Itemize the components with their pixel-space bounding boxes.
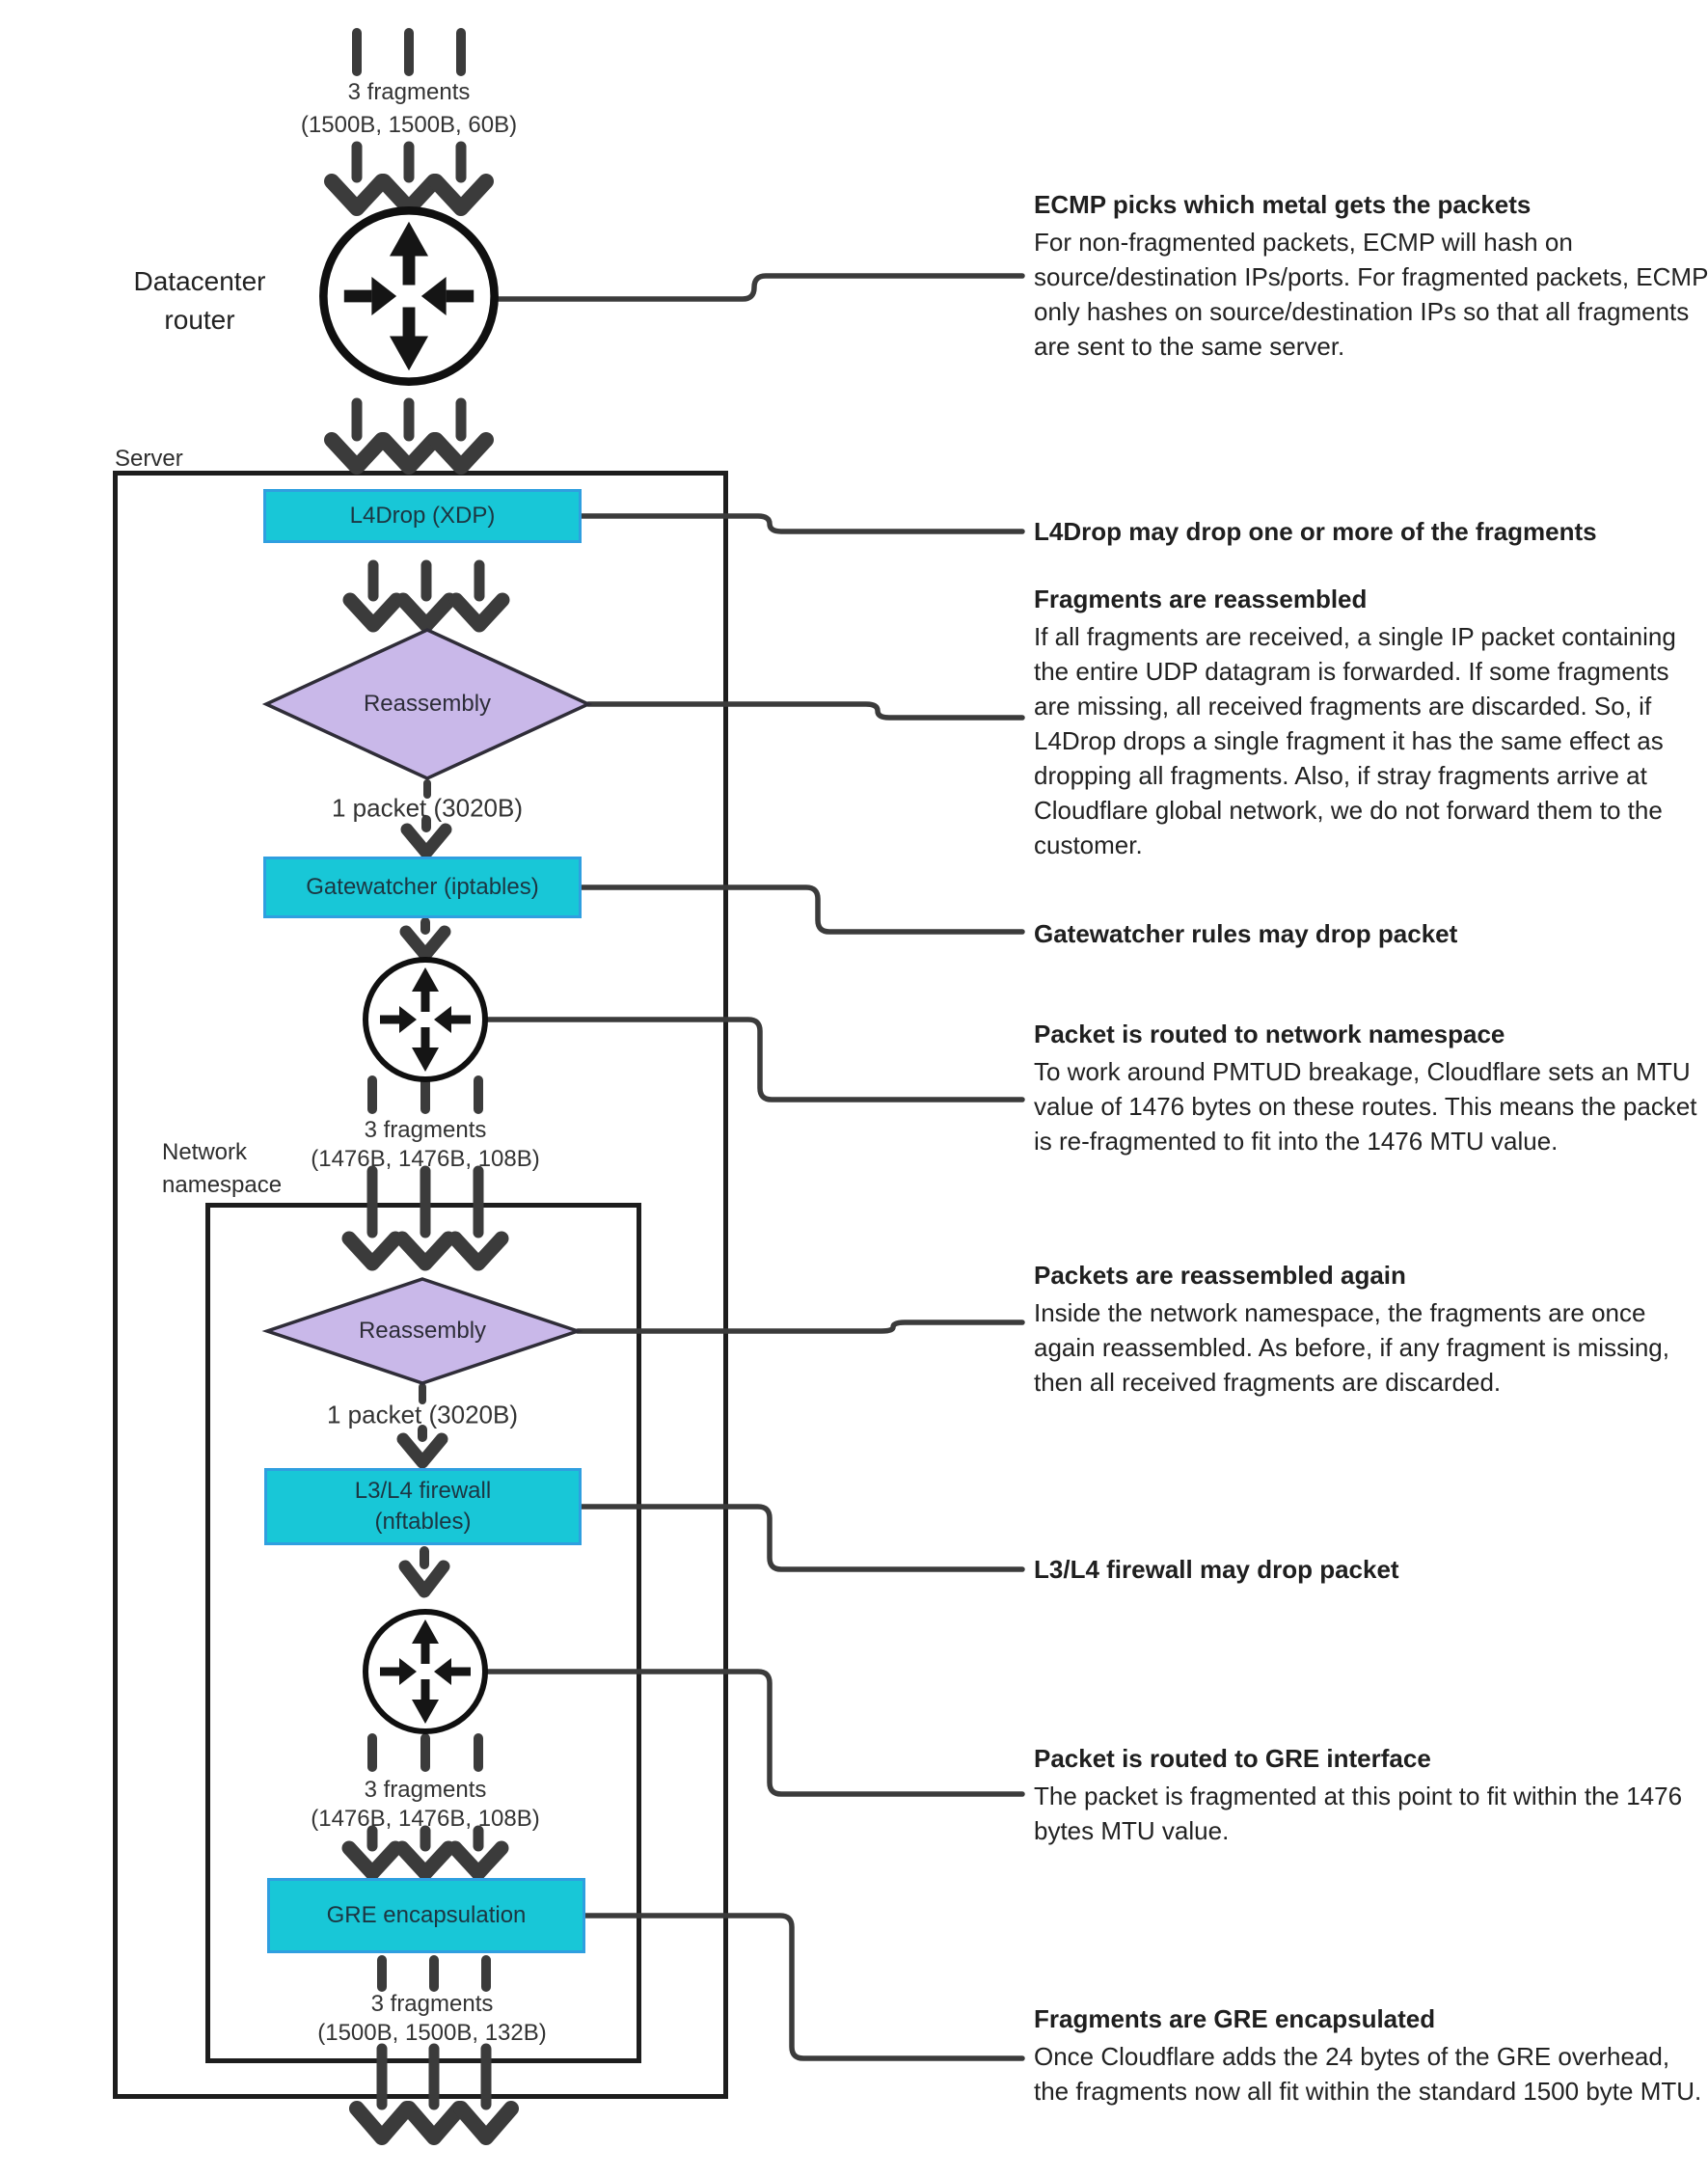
annotation-heading: ECMP picks which metal gets the packets [1034, 190, 1532, 219]
annotation-body: If all fragments are received, a single IP packet containing the entire UDP datagram is forwarded. If some fragments are missing, all received fragments are discarded. So, if L4Drop drops a single fragment it has the same effect as dropping all fragments. Also, if stray fragments arrive at Cloudflare global network, we do not forward them to the customer. [1034, 622, 1676, 859]
fragment-dashes-out [382, 1960, 486, 1987]
packet1-label: 1 packet (3020B) [331, 793, 524, 823]
input-fragments-count: 3 fragments [347, 79, 471, 105]
network-namespace-label: Network namespace [162, 1139, 283, 1198]
l4drop-label: L4Drop (XDP) [349, 503, 496, 529]
down-arrows-into-reassembly1 [350, 565, 502, 625]
gatewatcher-box [263, 857, 582, 918]
reassembly1-label: Reassembly [363, 691, 492, 717]
annotation-body: The packet is fragmented at this point to fit within the 1476 bytes MTU value. [1034, 1782, 1683, 1845]
routed-fragments-sizes: (1476B, 1476B, 108B) [311, 1146, 540, 1172]
routed-fragments-count: 3 fragments [364, 1117, 487, 1143]
annotation-gatewatcher [1034, 915, 1708, 952]
down-arrows-out [357, 2049, 511, 2137]
down-arrows-into-gre [349, 1831, 502, 1873]
connector-l4drop [582, 516, 1022, 531]
annotation-heading: Packets are reassembled again [1034, 1261, 1406, 1290]
reassembly2-label: Reassembly [358, 1318, 487, 1344]
datacenter-router-label: Datacenter router [133, 266, 266, 335]
annotation-firewall [1034, 1551, 1708, 1588]
annotation-l4drop [1034, 513, 1708, 550]
connector-reassembly1 [588, 704, 1022, 718]
annotation-heading: Fragments are GRE encapsulated [1034, 2004, 1436, 2033]
down-arrows-into-server [332, 403, 486, 467]
gre-fragments-sizes: (1476B, 1476B, 108B) [311, 1806, 540, 1832]
down-arrow-firewall-to-router [405, 1551, 444, 1592]
connector-firewall [582, 1507, 1022, 1569]
connector-gre [585, 1916, 1022, 2058]
firewall-label-line1: L3/L4 firewall [354, 1478, 492, 1504]
down-arrow-gatewatcher-to-router [406, 922, 445, 955]
gre-box [267, 1878, 585, 1953]
fragment-dashes-pre-gre [372, 1738, 478, 1767]
annotation-heading: L4Drop may drop one or more of the fragments [1034, 517, 1597, 546]
firewall-box [264, 1468, 582, 1545]
annotation-reassembled [1034, 581, 1708, 862]
gre-label: GRE encapsulation [326, 1902, 527, 1928]
down-arrows-into-router [332, 147, 486, 208]
gatewatcher-label: Gatewatcher (iptables) [306, 874, 539, 900]
fragment-dashes-mid [372, 1080, 478, 1109]
annotation-reassembled-again [1034, 1257, 1708, 1400]
annotation-gre-encapsulated [1034, 2000, 1708, 2109]
connector-gatewatcher [582, 887, 1022, 932]
packet2-label: 1 packet (3020B) [326, 1400, 519, 1429]
connector-ecmp [496, 276, 1022, 299]
input-fragments-sizes: (1500B, 1500B, 60B) [300, 112, 518, 138]
annotation-heading: Gatewatcher rules may drop packet [1034, 919, 1458, 948]
connector-route-gre [483, 1672, 1022, 1794]
annotation-heading: Fragments are reassembled [1034, 585, 1368, 613]
firewall-label-line2: (nftables) [374, 1509, 472, 1535]
server-label: Server [115, 446, 183, 472]
annotation-route-gre [1034, 1740, 1708, 1848]
router-icon [366, 960, 485, 1079]
down-arrow-packet-to-firewall [403, 1429, 442, 1462]
annotation-body: Once Cloudflare adds the 24 bytes of the GRE overhead, the fragments now all fit within the standard 1500 byte MTU. [1034, 2042, 1702, 2106]
annotation-heading: Packet is routed to GRE interface [1034, 1744, 1431, 1773]
output-fragments-sizes: (1500B, 1500B, 132B) [317, 2020, 547, 2046]
annotation-heading: L3/L4 firewall may drop packet [1034, 1555, 1399, 1584]
down-arrows-into-namespace [349, 1171, 502, 1264]
fragment-dashes-top [357, 33, 461, 71]
output-fragments-count: 3 fragments [370, 1991, 494, 2017]
annotation-route-namespace [1034, 1016, 1708, 1158]
router-icon [366, 1612, 485, 1731]
connector-reassembly2 [578, 1322, 1022, 1331]
router-icon [323, 210, 494, 381]
annotation-ecmp [1034, 186, 1708, 364]
gre-fragments-count: 3 fragments [364, 1777, 487, 1803]
annotation-heading: Packet is routed to network namespace [1034, 1020, 1505, 1048]
annotation-body: For non-fragmented packets, ECMP will hash on source/destination IPs/ports. For fragmented packets, ECMP only hashes on source/destination IPs so that all fragments are sent to the same server. [1034, 228, 1708, 361]
annotation-body: To work around PMTUD breakage, Cloudflare sets an MTU value of 1476 bytes on these routes. This means the packet is re-fragmented to fit into the 1476 MTU value. [1034, 1057, 1697, 1156]
connector-route-namespace [486, 1020, 1022, 1100]
annotation-body: Inside the network namespace, the fragments are once again reassembled. As before, if any fragment is missing, then all received fragments are discarded. [1034, 1298, 1669, 1397]
l4drop-box [263, 489, 582, 543]
down-arrow-reassembly1-to-gatewatcher [407, 820, 446, 853]
